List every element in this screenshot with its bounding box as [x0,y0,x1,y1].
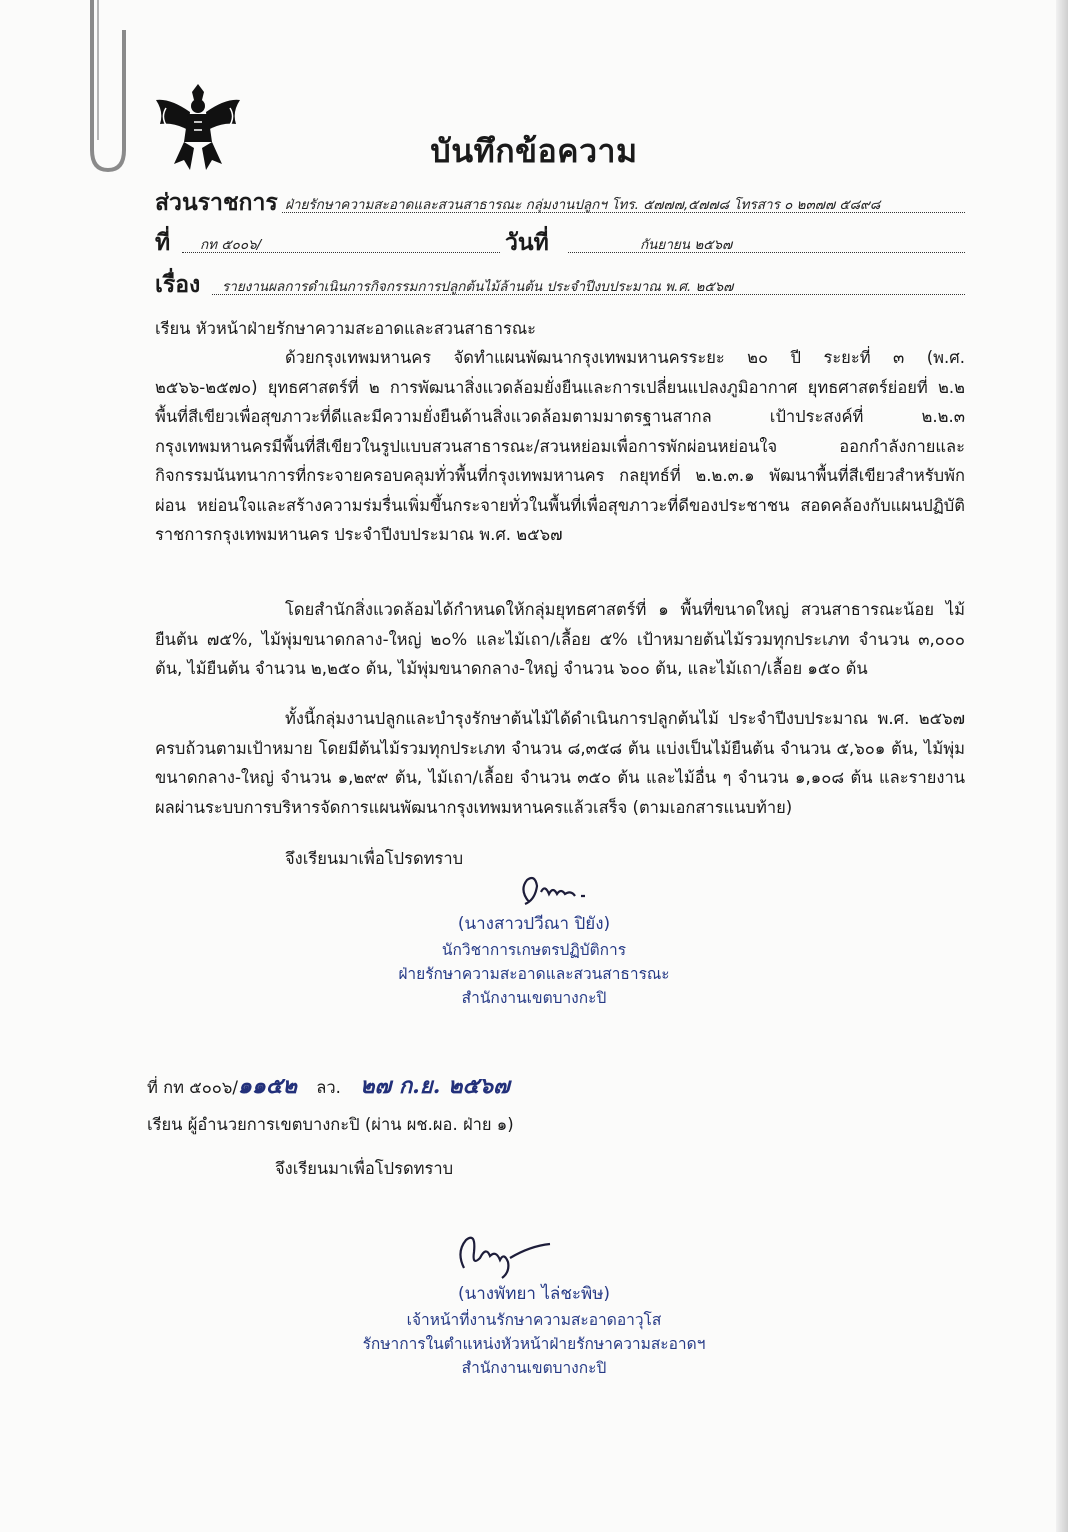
agency-dotted-line [282,212,965,213]
endorsement-to: เรียน ผู้อำนวยการเขตบางกะปิ (ผ่าน ผช.ผอ. ฝ่าย ๑) [147,1115,514,1134]
agency-row [155,185,278,221]
signer-2-acting: รักษาการในตำแหน่งหัวหน้าฝ่ายรักษาความสะอาดฯ [362,1335,706,1353]
date-label: วันที่ [505,230,549,256]
memo-title: บันทึกข้อความ [430,132,638,170]
ref-dotted-line [182,252,500,253]
endorsement-date: ๒๗ ก.ย. ๒๕๖๗ [360,1073,510,1099]
date-row [505,225,549,261]
signer-1-name: (นางสาวปวีณา ปิยัง) [457,914,611,934]
date-value: กันยายน ๒๕๖๗ [640,237,733,253]
ref-row [155,225,170,261]
endorsement-ref-prefix: ที่ กท ๕๐๐๖/ [147,1078,238,1097]
body-paragraph-2: โดยสำนักสิ่งแวดล้อมได้กำหนดให้กลุ่มยุทธศาสตร์ที่ ๑ พื้นที่ขนาดใหญ่ สวนสาธารณะน้อย ไม้ยืนต้น ๗๕%, ไม้พุ่มขนาดกลาง-ใหญ่ ๒๐% และไม้เถา/เลื้อย ๕% เป้าหมายต้นไม้รวมทุกประเภท จำนวน ๓,๐๐๐ ต้น, ไม้ยืนต้น จำนวน ๒,๒๕๐ ต้น, ไม้พุ่มขนาดกลาง-ใหญ่ จำนวน ๖๐๐ ต้น, และไม้เถา/เลื้อย ๑๕๐ ต้น [155,600,965,678]
closing-text: จึงเรียนมาเพื่อโปรดทราบ [285,849,464,868]
ref-label: ที่ [155,230,171,256]
agency-label: ส่วนราชการ [155,190,278,216]
signer-1-unit: ฝ่ายรักษาความสะอาดและสวนสาธารณะ [398,965,670,983]
agency-value: ฝ่ายรักษาความสะอาดและสวนสาธารณะ กลุ่มงานปลูกฯ โทร. ๕๗๗๗,๕๗๗๘ โทรสาร ๐ ๒๓๗๗ ๕๘๙๘ [285,197,881,213]
endorsement-ref-number: ๑๑๕๒ [237,1073,297,1099]
subject-row [155,267,200,303]
body-paragraph-1: ด้วยกรุงเทพมหานคร จัดทำแผนพัฒนากรุงเทพมหานครระยะ ๒๐ ปี ระยะที่ ๓ (พ.ศ. ๒๕๖๖-๒๕๗๐) ยุทธศาสตร์ที่ ๒ การพัฒนาสิ่งแวดล้อมยั่งยืนและการเปลี่ยนแปลงภูมิอากาศ ยุทธศาสตร์ย่อยที่ ๒.๒ พื้นที่สีเขียวเพื่อสุขภาวะที่ดีและมีความยั่งยืนด้านสิ่งแวดล้อมตามมาตรฐานสากล เป้าประสงค์ที่ ๒.๒.๓ กรุงเทพมหานครมีพื้นที่สีเขียวในรูปแบบสวนสาธารณะ/สวนหย่อมเพื่อการพักผ่อนหย่อนใจ ออกกำลังกายและกิจกรรมนันทนาการที่กระจายครอบคลุมทั่วพื้นที่กรุงเทพมหานคร กลยุทธ์ที่ ๒.๒.๓.๑ พัฒนาพื้นที่สีเขียวสำหรับพักผ่อน หย่อนใจและสร้างความร่มรื่นเพิ่มขึ้นกระจายทั่วในพื้นที่เพื่อสุขภาวะที่ดีของประชาชน สอดคล้องกับแผนปฏิบัติราชการกรุงเทพมหานคร ประจำปีงบประมาณ พ.ศ. ๒๕๖๗ [155,348,965,544]
salutation: เรียน หัวหน้าฝ่ายรักษาความสะอาดและสวนสาธารณะ [155,319,537,338]
endorsement-dated-label: ลว. [316,1078,341,1097]
signer-2-office: สำนักงานเขตบางกะปิ [461,1359,607,1377]
endorsement-ref-row [147,1068,510,1103]
ref-value: กท ๕๐๐๖/ [200,237,262,253]
signer-1-position: นักวิชาการเกษตรปฏิบัติการ [441,941,627,959]
date-dotted-line [568,252,965,253]
signature-1-scribble [515,872,605,914]
signer-2-position: เจ้าหน้าที่งานรักษาความสะอาดอาวุโส [406,1311,662,1329]
subject-dotted-line [212,294,965,295]
signer-2-name: (นางพัทยา ไล่ชะพิษ) [457,1284,611,1304]
subject-value: รายงานผลการดำเนินการกิจกรรมการปลูกต้นไม้ล้านต้น ประจำปีงบประมาณ พ.ศ. ๒๕๖๗ [222,279,734,295]
body-paragraph-3: ทั้งนี้กลุ่มงานปลูกและบำรุงรักษาต้นไม้ได้ดำเนินการปลูกต้นไม้ ประจำปีงบประมาณ พ.ศ. ๒๕๖๗ ครบถ้วนตามเป้าหมาย โดยมีต้นไม้รวมทุกประเภท จำนวน ๘,๓๕๘ ต้น แบ่งเป็นไม้ยืนต้น จำนวน ๕,๖๐๑ ต้น, ไม้พุ่มขนาดกลาง-ใหญ่ จำนวน ๑,๒๙๙ ต้น, ไม้เถา/เลื้อย จำนวน ๓๕๐ ต้น และไม้อื่น ๆ จำนวน ๑,๑๐๘ ต้น และรายงานผลผ่านระบบการบริหารจัดการแผนพัฒนากรุงเทพมหานครแล้วเสร็จ (ตามเอกสารแนบท้าย) [155,709,965,817]
signer-1-office: สำนักงานเขตบางกะปิ [461,989,607,1007]
subject-label: เรื่อง [155,272,201,298]
signature-2-scribble [450,1222,560,1282]
endorsement-closing: จึงเรียนมาเพื่อโปรดทราบ [275,1159,454,1178]
